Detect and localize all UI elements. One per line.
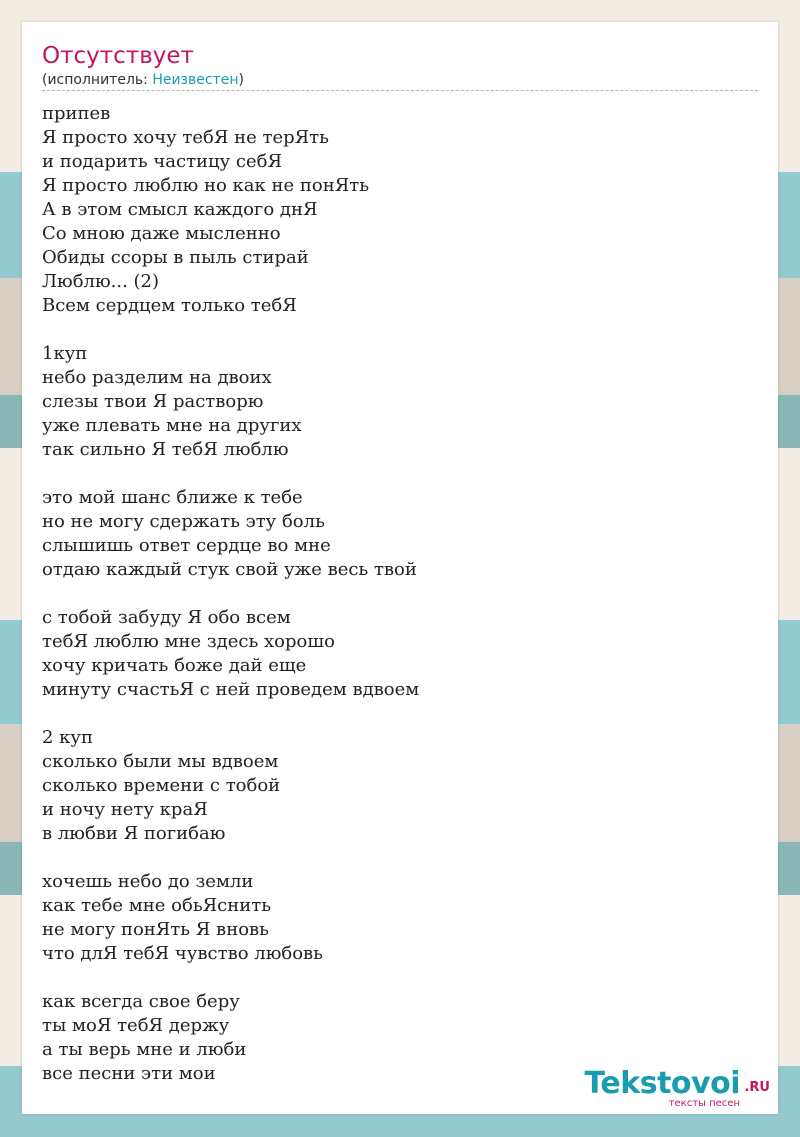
site-logo[interactable] <box>560 1066 770 1109</box>
artist-line <box>42 71 244 89</box>
logo-tld: .RU <box>744 1080 770 1095</box>
logo-tagline: тексты песен <box>668 1098 740 1109</box>
header-divider <box>42 90 758 91</box>
artist-link[interactable]: Неизвестен <box>152 72 239 88</box>
artist-prefix: (исполнитель: <box>42 72 153 88</box>
logo-brand: Tekstovoi <box>584 1066 740 1101</box>
lyrics-text: припев Я просто хочу тебЯ не терЯть и подарить частицу себЯ Я просто люблю но как не понЯть А в этом смысл каждого днЯ Со мною даже мысленно Обиды ссоры в пыль стирай Люблю... (2) Всем сердцем только тебЯ 1куп небо разделим на двоих слезы твои Я растворю уже плевать мне на других так сильно Я тебЯ люблю это мой шанс ближе к тебе но не могу сдержать эту боль слышишь ответ сердце во мне отдаю каждый стук свой уже весь твой с тобой забуду Я обо всем тебЯ люблю мне здесь хорошо хочу кричать боже дай еще минуту счастьЯ с ней проведем вдвоем 2 куп сколько были мы вдвоем сколько времени с тобой и ночу нету краЯ в любви Я погибаю хочешь небо до земли как тебе мне обьЯснить не могу понЯть Я вновь что длЯ тебЯ чувство любовь как всегда свое беру ты моЯ тебЯ держу а ты верь мне и люби все песни эти мои <box>42 103 420 1084</box>
lyrics-card <box>22 22 778 1114</box>
artist-suffix: ) <box>238 72 244 88</box>
song-title: Отсутствует <box>42 43 194 69</box>
